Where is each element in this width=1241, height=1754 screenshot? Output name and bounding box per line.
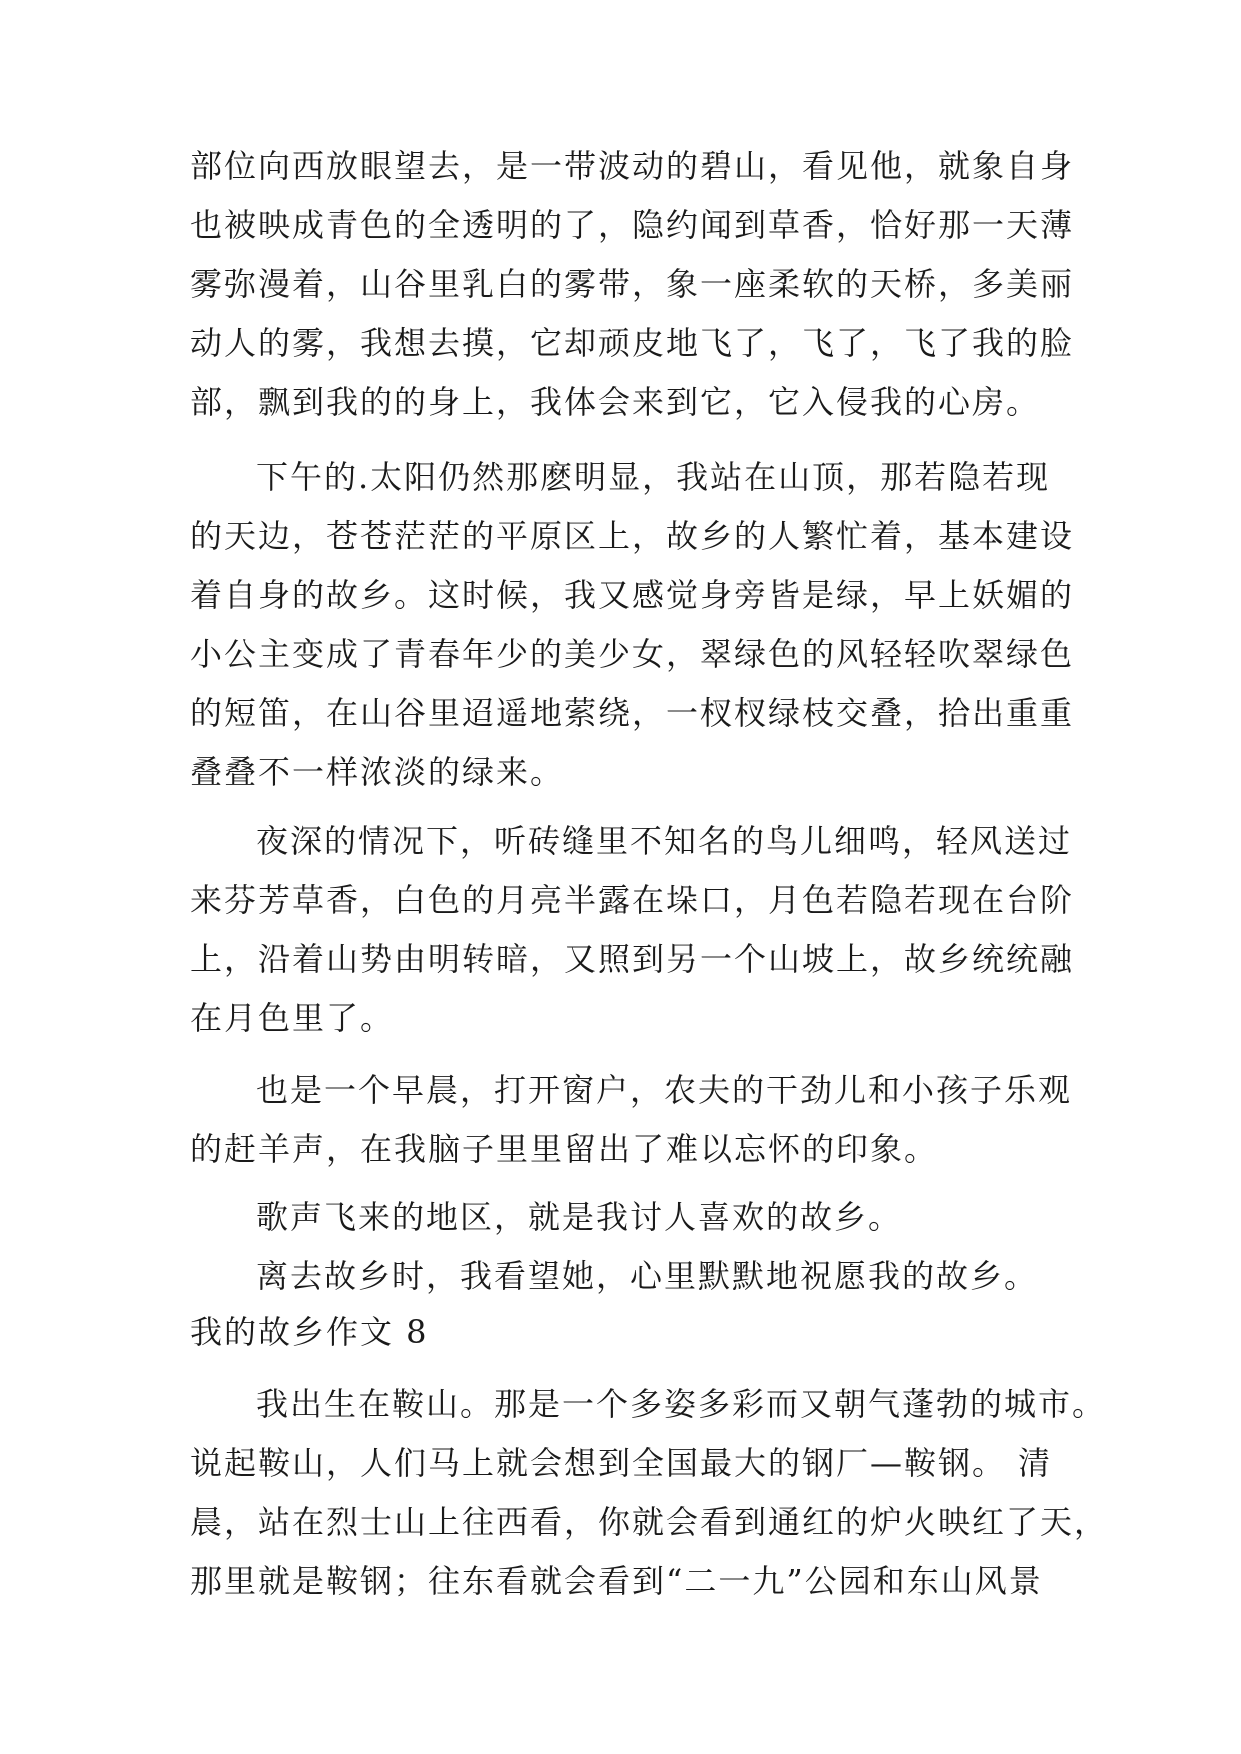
text-line: 那里就是鞍钢；往东看就会看到“二一九”公园和东山风景 bbox=[190, 1562, 1043, 1600]
text-line: 的赶羊声，在我脑子里里留出了难以忘怀的印象。 bbox=[190, 1130, 939, 1168]
paragraph-start-line: 夜深的情况下，听砖缝里不知名的鸟儿细鸣，轻风送过 bbox=[256, 822, 1073, 860]
text-line: 小公主变成了青春年少的美少女，翠绿色的风轻轻吹翠绿色 bbox=[190, 635, 1075, 673]
text-line: 也被映成青色的全透明的了，隐约闻到草香，恰好那一天薄 bbox=[190, 206, 1075, 244]
text-line: 晨，站在烈士山上往西看，你就会看到通红的炉火映红了天， bbox=[190, 1503, 1109, 1541]
text-line: 雾弥漫着，山谷里乳白的雾带，象一座柔软的天桥，多美丽 bbox=[190, 265, 1075, 303]
section-heading: 我的故乡作文 8 bbox=[190, 1313, 429, 1351]
text-line: 叠叠不一样浓淡的绿来。 bbox=[190, 753, 565, 791]
text-line: 的天边，苍苍茫茫的平原区上，故乡的人繁忙着，基本建设 bbox=[190, 517, 1075, 555]
paragraph-start-line: 歌声飞来的地区，就是我讨人喜欢的故乡。 bbox=[256, 1198, 903, 1236]
text-line: 着自身的故乡。这时候，我又感觉身旁皆是绿，早上妖媚的 bbox=[190, 576, 1075, 614]
text-line: 部，飘到我的的身上，我体会来到它，它入侵我的心房。 bbox=[190, 383, 1041, 421]
text-line: 在月色里了。 bbox=[190, 999, 395, 1037]
text-line: 的短笛，在山谷里迢遥地萦绕，一杈杈绿枝交叠，拾出重重 bbox=[190, 694, 1075, 732]
paragraph-start-line: 离去故乡时，我看望她，心里默默地祝愿我的故乡。 bbox=[256, 1257, 1039, 1295]
text-line: 来芬芳草香，白色的月亮半露在垛口，月色若隐若现在台阶 bbox=[190, 881, 1075, 919]
text-line: 部位向西放眼望去，是一带波动的碧山，看见他，就象自身 bbox=[190, 147, 1075, 185]
paragraph-start-line: 下午的.太阳仍然那麽明显，我站在山顶，那若隐若现 bbox=[256, 458, 1051, 496]
text-line: 动人的雾，我想去摸，它却顽皮地飞了，飞了，飞了我的脸 bbox=[190, 324, 1075, 362]
text-line: 说起鞍山，人们马上就会想到全国最大的钢厂—鞍钢。 清 bbox=[190, 1444, 1053, 1482]
paragraph-start-line: 也是一个早晨，打开窗户，农夫的干劲儿和小孩子乐观 bbox=[256, 1071, 1073, 1109]
text-line: 上，沿着山势由明转暗，又照到另一个山坡上，故乡统统融 bbox=[190, 940, 1075, 978]
paragraph-start-line: 我出生在鞍山。那是一个多姿多彩而又朝气蓬勃的城市。 bbox=[256, 1385, 1107, 1423]
